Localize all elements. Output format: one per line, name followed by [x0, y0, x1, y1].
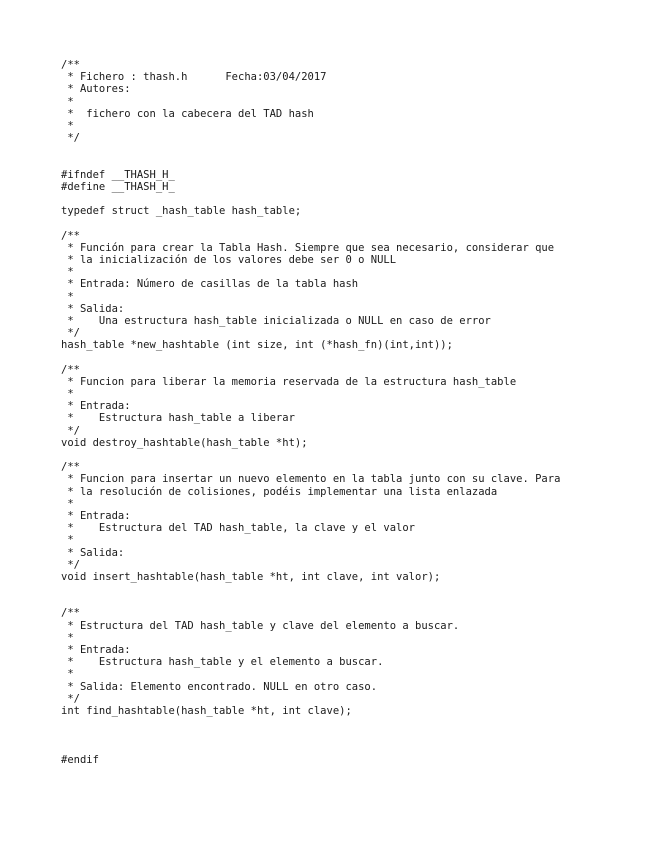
blank-line	[61, 449, 655, 461]
new-hashtable-description: * Función para crear la Tabla Hash. Siempre que sea necesario, considerar que	[61, 241, 555, 254]
comment-line: *	[61, 119, 74, 132]
header-comment-open: /**	[61, 59, 80, 71]
comment-line: *	[61, 497, 74, 510]
blank-line	[61, 717, 655, 729]
header-comment-close: */	[61, 132, 80, 145]
find-hashtable-comment-open: /**	[61, 607, 80, 620]
comment-line: *	[61, 95, 74, 108]
destroy-hashtable-comment-close: */	[61, 424, 80, 437]
find-hashtable-input-label: * Entrada:	[61, 644, 131, 656]
blank-line	[61, 595, 655, 607]
comment-line: *	[61, 266, 74, 279]
destroy-hashtable-description: * Funcion para liberar la memoria reservada de la estructura hash_table	[61, 375, 517, 388]
new-hashtable-input: * Entrada: Número de casillas de la tabla hash	[61, 278, 359, 291]
blank-line	[61, 583, 655, 595]
destroy-hashtable-prototype: void destroy_hashtable(hash_table *ht);	[61, 436, 308, 449]
new-hashtable-description-cont: * la inicialización de los valores debe ser 0 o NULL	[61, 254, 397, 266]
blank-line	[61, 742, 655, 754]
header-description: * fichero con la cabecera del TAD hash	[61, 107, 314, 120]
blank-line	[61, 193, 655, 205]
include-guard-ifndef: #ifndef __THASH_H_	[61, 168, 175, 181]
insert-hashtable-input-label: * Entrada:	[61, 509, 131, 522]
destroy-hashtable-input: * Estructura hash_table a liberar	[61, 412, 295, 425]
insert-hashtable-input: * Estructura del TAD hash_table, la clave y el valor	[61, 522, 416, 535]
typedef-hash-table: typedef struct _hash_table hash_table;	[61, 205, 302, 218]
comment-line: *	[61, 388, 74, 401]
find-hashtable-output: * Salida: Elemento encontrado. NULL en otro caso.	[61, 680, 378, 693]
comment-line: *	[61, 631, 74, 644]
destroy-hashtable-input-label: * Entrada:	[61, 400, 131, 413]
find-hashtable-comment-close: */	[61, 692, 80, 705]
header-authors: * Autores:	[61, 83, 131, 96]
find-hashtable-input: * Estructura hash_table y el elemento a buscar.	[61, 656, 384, 669]
comment-line: *	[61, 290, 74, 303]
insert-hashtable-prototype: void insert_hashtable(hash_table *ht, int clave, int valor);	[61, 570, 441, 583]
insert-hashtable-description-cont: * la resolución de colisiones, podéis implementar una lista enlazada	[61, 485, 498, 498]
insert-hashtable-output-label: * Salida:	[61, 546, 125, 559]
destroy-hashtable-comment-open: /**	[61, 363, 80, 376]
insert-hashtable-comment-close: */	[61, 558, 80, 571]
new-hashtable-output: * Una estructura hash_table inicializada o NULL en caso de error	[61, 314, 491, 327]
blank-line	[61, 144, 655, 156]
comment-line: *	[61, 534, 74, 547]
blank-line	[61, 217, 655, 229]
new-hashtable-output-label: * Salida:	[61, 302, 125, 315]
find-hashtable-description: * Estructura del TAD hash_table y clave del elemento a buscar.	[61, 619, 460, 632]
blank-line	[61, 729, 655, 741]
new-hashtable-comment-close: */	[61, 327, 80, 340]
header-file-and-date: * Fichero : thash.h Fecha:03/04/2017	[61, 71, 327, 84]
comment-line: *	[61, 668, 74, 681]
new-hashtable-comment-open: /**	[61, 229, 80, 242]
new-hashtable-prototype: hash_table *new_hashtable (int size, int (*hash_fn)(int,int));	[61, 339, 453, 352]
blank-line	[61, 352, 655, 364]
include-guard-endif: #endif	[61, 753, 99, 766]
include-guard-define: #define __THASH_H_	[61, 180, 175, 193]
insert-hashtable-description: * Funcion para insertar un nuevo elemento en la tabla junto con su clave. Para	[61, 473, 561, 486]
insert-hashtable-comment-open: /**	[61, 461, 80, 474]
code-document	[61, 59, 655, 766]
blank-line	[61, 157, 655, 169]
find-hashtable-prototype: int find_hashtable(hash_table *ht, int clave);	[61, 704, 352, 717]
